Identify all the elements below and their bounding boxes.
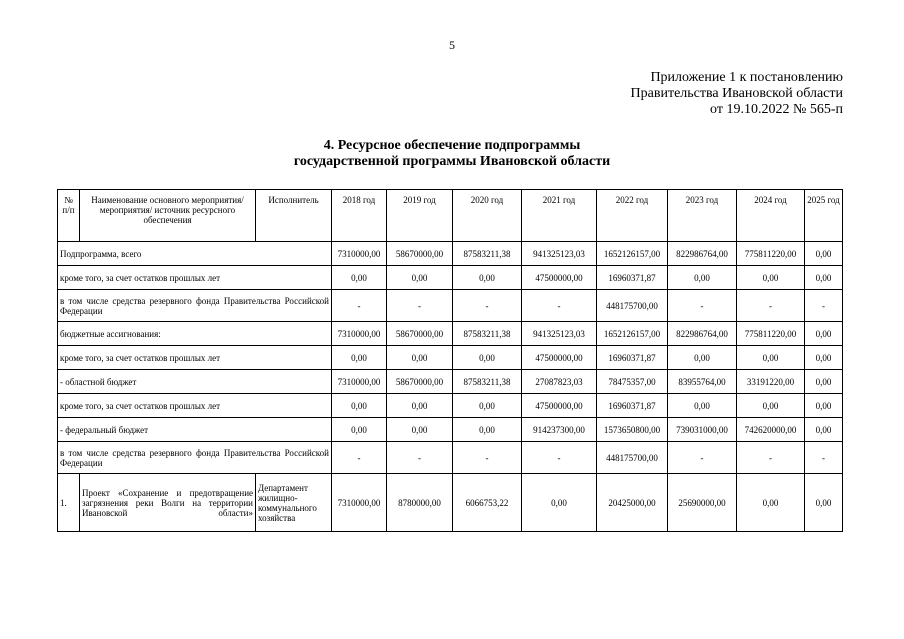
cell-2019: 0,00 <box>387 346 453 370</box>
table-row <box>58 394 843 418</box>
cell-2018: 0,00 <box>332 346 387 370</box>
cell-2020: 6066753,22 <box>453 474 522 532</box>
cell-2023: 0,00 <box>668 266 737 290</box>
header-num: № п/п <box>58 190 80 242</box>
table-row <box>58 290 843 322</box>
cell-2023: 25690000,00 <box>668 474 737 532</box>
header-2018: 2018 год <box>332 190 387 242</box>
table-row <box>58 266 843 290</box>
cell-2020: 0,00 <box>453 266 522 290</box>
table-row <box>58 370 843 394</box>
cell-2025: 0,00 <box>805 322 843 346</box>
cell-2025: - <box>805 442 843 474</box>
cell-2018: 0,00 <box>332 394 387 418</box>
cell-2021: - <box>522 442 597 474</box>
cell-2022: 16960371,87 <box>597 266 668 290</box>
cell-2020: - <box>453 290 522 322</box>
cell-2025: 0,00 <box>805 242 843 266</box>
row-label: кроме того, за счет остатков прошлых лет <box>58 346 332 370</box>
cell-2024: 775811220,00 <box>737 242 805 266</box>
cell-2020: 0,00 <box>453 346 522 370</box>
cell-2024: - <box>737 290 805 322</box>
cell-2021: 47500000,00 <box>522 346 597 370</box>
cell-2025: 0,00 <box>805 370 843 394</box>
cell-2024: 775811220,00 <box>737 322 805 346</box>
row-label: в том числе средства резервного фонда Правительства Российской Федерации <box>58 290 332 322</box>
cell-2021: 941325123,03 <box>522 322 597 346</box>
cell-2018: 7310000,00 <box>332 242 387 266</box>
header-2024: 2024 год <box>737 190 805 242</box>
cell-2023: 0,00 <box>668 346 737 370</box>
cell-2020: 0,00 <box>453 418 522 442</box>
table-row <box>58 442 843 474</box>
cell-2018: 0,00 <box>332 266 387 290</box>
row-label: - областной бюджет <box>58 370 332 394</box>
cell-2025: 0,00 <box>805 346 843 370</box>
project-name: Проект «Сохранение и предотвращение загрязнения реки Волги на территории Ивановской области» <box>80 474 256 532</box>
header-2019: 2019 год <box>387 190 453 242</box>
cell-2020: - <box>453 442 522 474</box>
title-line-2: государственной программы Ивановской области <box>293 154 611 169</box>
cell-2023: 739031000,00 <box>668 418 737 442</box>
resource-table <box>57 189 843 532</box>
row-label: Подпрограмма, всего <box>58 242 332 266</box>
cell-2025: - <box>805 290 843 322</box>
cell-2025: 0,00 <box>805 418 843 442</box>
cell-2022: 78475357,00 <box>597 370 668 394</box>
cell-2023: - <box>668 290 737 322</box>
cell-2020: 0,00 <box>453 394 522 418</box>
header-executor: Исполнитель <box>256 190 332 242</box>
title-line-1: 4. Ресурсное обеспечение подпрограммы <box>323 138 581 153</box>
cell-2018: 7310000,00 <box>332 370 387 394</box>
cell-2023: 822986764,00 <box>668 322 737 346</box>
row-label: в том числе средства резервного фонда Правительства Российской Федерации <box>58 442 332 474</box>
cell-2025: 0,00 <box>805 394 843 418</box>
table-row <box>58 418 843 442</box>
cell-2024: 0,00 <box>737 394 805 418</box>
cell-2019: 8780000,00 <box>387 474 453 532</box>
cell-2022: 448175700,00 <box>597 442 668 474</box>
cell-2021: 914237300,00 <box>522 418 597 442</box>
table-row <box>58 242 843 266</box>
page-number: 5 <box>449 38 455 52</box>
cell-2023: 83955764,00 <box>668 370 737 394</box>
cell-2021: 0,00 <box>522 474 597 532</box>
cell-2019: 58670000,00 <box>387 370 453 394</box>
cell-2022: 1652126157,00 <box>597 242 668 266</box>
project-executor: Департамент жилищно-коммунального хозяйства <box>256 474 332 532</box>
cell-2020: 87583211,38 <box>453 322 522 346</box>
cell-2018: 7310000,00 <box>332 322 387 346</box>
cell-2022: 448175700,00 <box>597 290 668 322</box>
cell-2025: 0,00 <box>805 266 843 290</box>
cell-2021: - <box>522 290 597 322</box>
cell-2020: 87583211,38 <box>453 370 522 394</box>
cell-2024: 742620000,00 <box>737 418 805 442</box>
cell-2023: 0,00 <box>668 394 737 418</box>
table-row <box>58 322 843 346</box>
project-num: 1. <box>58 474 80 532</box>
header-name: Наименование основного мероприятия/мероприятия/ источник ресурсного обеспечения <box>80 190 256 242</box>
cell-2019: 0,00 <box>387 266 453 290</box>
cell-2018: 7310000,00 <box>332 474 387 532</box>
header-2023: 2023 год <box>668 190 737 242</box>
cell-2023: - <box>668 442 737 474</box>
cell-2021: 27087823,03 <box>522 370 597 394</box>
cell-2021: 941325123,03 <box>522 242 597 266</box>
cell-2019: - <box>387 442 453 474</box>
row-label: бюджетные ассигнования: <box>58 322 332 346</box>
cell-2024: 0,00 <box>737 266 805 290</box>
cell-2022: 20425000,00 <box>597 474 668 532</box>
cell-2022: 1652126157,00 <box>597 322 668 346</box>
cell-2024: - <box>737 442 805 474</box>
cell-2024: 33191220,00 <box>737 370 805 394</box>
cell-2022: 16960371,87 <box>597 394 668 418</box>
row-label: кроме того, за счет остатков прошлых лет <box>58 266 332 290</box>
cell-2023: 822986764,00 <box>668 242 737 266</box>
header-2022: 2022 год <box>597 190 668 242</box>
cell-2019: 58670000,00 <box>387 242 453 266</box>
cell-2019: 0,00 <box>387 394 453 418</box>
cell-2019: - <box>387 290 453 322</box>
document-title <box>0 138 904 170</box>
appendix-line-1: Приложение 1 к постановлению <box>650 70 843 85</box>
cell-2021: 47500000,00 <box>522 266 597 290</box>
cell-2021: 47500000,00 <box>522 394 597 418</box>
cell-2019: 58670000,00 <box>387 322 453 346</box>
cell-2018: 0,00 <box>332 418 387 442</box>
table-row <box>58 346 843 370</box>
header-2020: 2020 год <box>453 190 522 242</box>
header-2025: 2025 год <box>805 190 843 242</box>
cell-2018: - <box>332 442 387 474</box>
row-label: - федеральный бюджет <box>58 418 332 442</box>
appendix-note <box>631 70 843 118</box>
cell-2018: - <box>332 290 387 322</box>
cell-2022: 16960371,87 <box>597 346 668 370</box>
project-row <box>58 474 843 532</box>
row-label: кроме того, за счет остатков прошлых лет <box>58 394 332 418</box>
cell-2019: 0,00 <box>387 418 453 442</box>
header-2021: 2021 год <box>522 190 597 242</box>
cell-2022: 1573650800,00 <box>597 418 668 442</box>
cell-2025: 0,00 <box>805 474 843 532</box>
cell-2024: 0,00 <box>737 474 805 532</box>
table-header-row <box>58 190 843 242</box>
appendix-line-3: от 19.10.2022 № 565-п <box>710 102 843 117</box>
appendix-line-2: Правительства Ивановской области <box>630 86 843 101</box>
cell-2020: 87583211,38 <box>453 242 522 266</box>
cell-2024: 0,00 <box>737 346 805 370</box>
